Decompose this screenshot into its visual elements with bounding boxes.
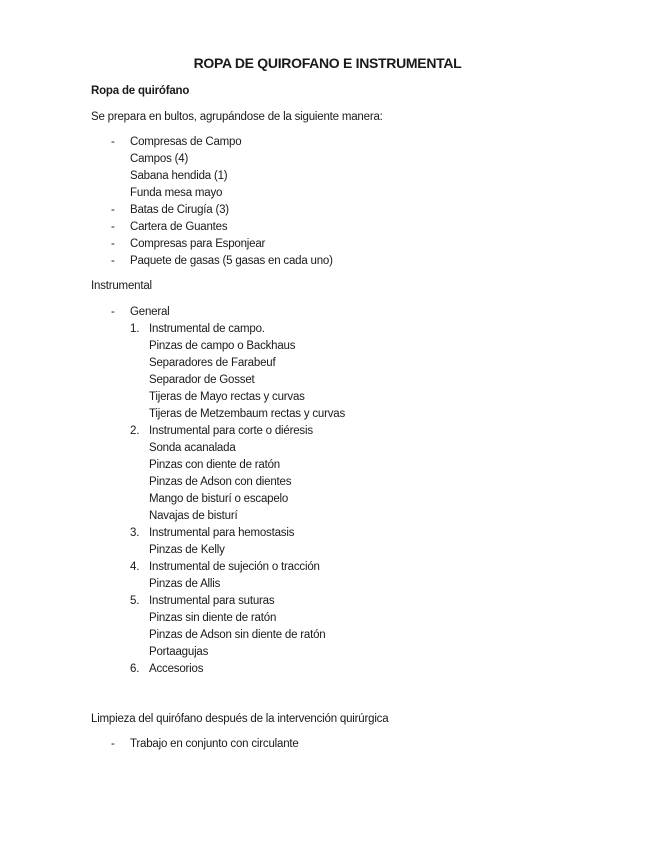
list-item: Sabana hendida (1) (130, 170, 228, 182)
list-item: Tijeras de Mayo rectas y curvas (149, 391, 305, 403)
bullet-dash: - (111, 255, 115, 267)
list-item: Mango de bisturí o escapelo (149, 493, 289, 505)
bullet-dash: - (111, 738, 115, 750)
list-item: Sonda acanalada (149, 442, 236, 454)
list-item: Trabajo en conjunto con circulante (130, 738, 299, 750)
list-number: 3. (130, 527, 140, 539)
list-item: Pinzas de Allis (149, 578, 221, 590)
list-item: Separador de Gosset (149, 374, 255, 386)
group-title: Instrumental de campo. (149, 323, 265, 335)
group-title: Instrumental para corte o diéresis (149, 425, 313, 437)
list-number: 2. (130, 425, 140, 437)
section-heading-ropa: Ropa de quirófano (91, 85, 190, 97)
group-title: Instrumental para suturas (149, 595, 275, 607)
ropa-intro: Se prepara en bultos, agrupándose de la siguiente manera: (91, 111, 383, 123)
list-item: Pinzas de Kelly (149, 544, 225, 556)
bullet-dash: - (111, 306, 115, 318)
list-item: Separadores de Farabeuf (149, 357, 276, 369)
list-number: 5. (130, 595, 140, 607)
list-item-general: General (130, 306, 170, 318)
list-item: Tijeras de Metzembaum rectas y curvas (149, 408, 346, 420)
list-number: 6. (130, 663, 140, 675)
list-item: Pinzas sin diente de ratón (149, 612, 277, 624)
list-item: Pinzas de Adson sin diente de ratón (149, 629, 326, 641)
list-item: Navajas de bisturí (149, 510, 238, 522)
list-item: Paquete de gasas (5 gasas en cada uno) (130, 255, 333, 267)
list-number: 4. (130, 561, 140, 573)
list-item: Pinzas con diente de ratón (149, 459, 280, 471)
group-title: Accesorios (149, 663, 204, 675)
bullet-dash: - (111, 136, 115, 148)
list-item: Cartera de Guantes (130, 221, 228, 233)
list-item: Compresas de Campo (130, 136, 242, 148)
list-number: 1. (130, 323, 140, 335)
bullet-dash: - (111, 204, 115, 216)
group-title: Instrumental para hemostasis (149, 527, 295, 539)
section-heading-instrumental: Instrumental (91, 280, 152, 292)
list-item: Campos (4) (130, 153, 189, 165)
list-item: Pinzas de Adson con dientes (149, 476, 292, 488)
page-title: ROPA DE QUIROFANO E INSTRUMENTAL (193, 55, 462, 71)
list-item: Portaagujas (149, 646, 209, 658)
bullet-dash: - (111, 238, 115, 250)
group-title: Instrumental de sujeción o tracción (149, 561, 320, 573)
list-item: Pinzas de campo o Backhaus (149, 340, 296, 352)
list-item: Compresas para Esponjear (130, 238, 266, 250)
section-heading-limpieza: Limpieza del quirófano después de la intervención quirúrgica (91, 713, 389, 725)
bullet-dash: - (111, 221, 115, 233)
list-item: Funda mesa mayo (130, 187, 223, 199)
list-item: Batas de Cirugía (3) (130, 204, 229, 216)
